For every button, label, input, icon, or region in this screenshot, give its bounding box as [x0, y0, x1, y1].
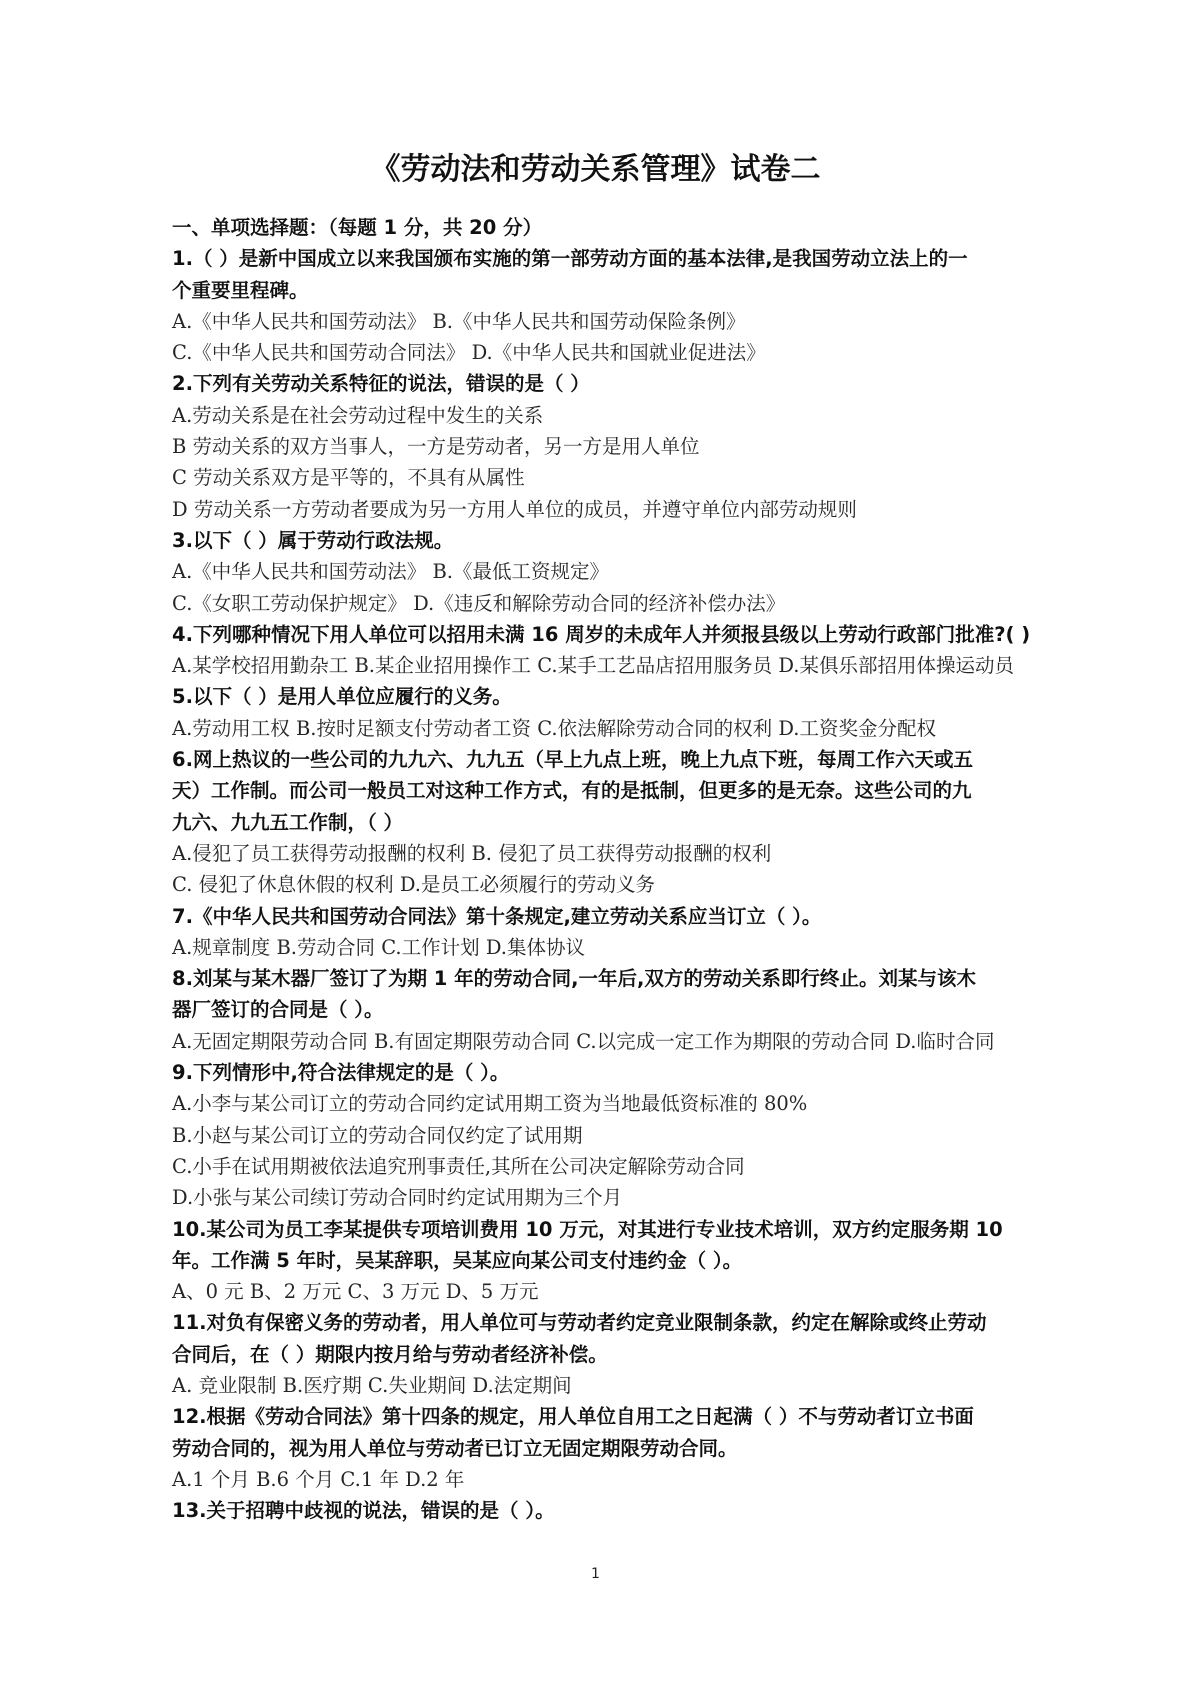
option-line: A.规章制度 B.劳动合同 C.工作计划 D.集体协议	[172, 935, 585, 959]
question-line: 劳动合同的，视为用人单位与劳动者已订立无固定期限劳动合同。	[172, 1436, 738, 1460]
section-heading: 一、单项选择题：（每题 1 分，共 20 分）	[172, 216, 543, 239]
question-line: 个重要里程碑。	[172, 278, 309, 302]
question-line: 2.下列有关劳动关系特征的说法，错误的是（ ）	[172, 372, 590, 396]
option-line: A.某学校招用勤杂工 B.某企业招用操作工 C.某手工艺品店招用服务员 D.某俱乐部招用体操运动员	[172, 654, 1014, 678]
option-line: A.1 个月 B.6 个月 C.1 年 D.2 年	[172, 1467, 465, 1491]
question-line: 九六、九九五工作制，（ ）	[172, 810, 404, 834]
question-line: 7.《中华人民共和国劳动合同法》第十条规定,建立劳动关系应当订立（ ）。	[172, 904, 822, 928]
option-line: C.《中华人民共和国劳动合同法》 D.《中华人民共和国就业促进法》	[172, 341, 766, 365]
option-line: B.小赵与某公司订立的劳动合同仅约定了试用期	[172, 1123, 583, 1147]
question-line: 器厂签订的合同是（ ）。	[172, 998, 384, 1022]
option-line: D 劳动关系一方劳动者要成为另一方用人单位的成员，并遵守单位内部劳动规则	[172, 497, 857, 521]
option-line: C 劳动关系双方是平等的，不具有从属性	[172, 466, 525, 490]
question-line: 天）工作制。而公司一般员工对这种工作方式，有的是抵制，但更多的是无奈。这些公司的九	[172, 779, 972, 803]
question-line: 9.下列情形中,符合法律规定的是（ ）。	[172, 1061, 510, 1085]
exam-content	[172, 212, 1052, 1526]
question-line: 5.以下（ ）是用人单位应履行的义务。	[172, 685, 512, 709]
question-line: 3.以下（ ）属于劳动行政法规。	[172, 528, 454, 552]
option-line: A.无固定期限劳动合同 B.有固定期限劳动合同 C.以完成一定工作为期限的劳动合同 D.临时合同	[172, 1029, 995, 1053]
option-line: A.劳动用工权 B.按时足额支付劳动者工资 C.依法解除劳动合同的权利 D.工资奖金分配权	[172, 716, 936, 740]
page-number: 1	[591, 1566, 600, 1582]
question-list	[172, 243, 1052, 1526]
question-line: 11.对负有保密义务的劳动者，用人单位可与劳动者约定竞业限制条款，约定在解除或终止劳动	[172, 1311, 987, 1335]
exam-title: 《劳动法和劳动关系管理》试卷二	[370, 152, 821, 187]
option-line: A. 竞业限制 B.医疗期 C.失业期间 D.法定期间	[172, 1373, 572, 1397]
question-line: 8.刘某与某木器厂签订了为期 1 年的劳动合同,一年后,双方的劳动关系即行终止。刘某与该木	[172, 967, 976, 991]
option-line: C. 侵犯了休息休假的权利 D.是员工必须履行的劳动义务	[172, 873, 655, 897]
option-line: A.侵犯了员工获得劳动报酬的权利 B. 侵犯了员工获得劳动报酬的权利	[172, 841, 772, 865]
question-line: 13.关于招聘中歧视的说法，错误的是（ ）。	[172, 1499, 555, 1523]
question-line: 12.根据《劳动合同法》第十四条的规定，用人单位自用工之日起满（ ）不与劳动者订立书面	[172, 1405, 974, 1429]
question-line: 6.网上热议的一些公司的九九六、九九五（早上九点上班，晚上九点下班，每周工作六天或五	[172, 748, 973, 772]
option-line: A.《中华人民共和国劳动法》 B.《中华人民共和国劳动保险条例》	[172, 309, 746, 333]
option-line: A、0 元 B、2 万元 C、3 万元 D、5 万元	[172, 1280, 539, 1304]
option-line: D.小张与某公司续订劳动合同时约定试用期为三个月	[172, 1186, 623, 1210]
question-line: 年。工作满 5 年时，吴某辞职，吴某应向某公司支付违约金（ ）。	[172, 1248, 743, 1272]
question-line: 合同后，在（ ）期限内按月给与劳动者经济补偿。	[172, 1342, 608, 1366]
option-line: C.小手在试用期被依法追究刑事责任,其所在公司决定解除劳动合同	[172, 1154, 745, 1178]
question-line: 10.某公司为员工李某提供专项培训费用 10 万元，对其进行专业技术培训，双方约定服务期 10	[172, 1217, 1003, 1241]
option-line: A.劳动关系是在社会劳动过程中发生的关系	[172, 403, 544, 427]
question-line: 1.（ ）是新中国成立以来我国颁布实施的第一部劳动方面的基本法律,是我国劳动立法上的一	[172, 247, 968, 271]
option-line: B 劳动关系的双方当事人，一方是劳动者，另一方是用人单位	[172, 435, 700, 459]
option-line: C.《女职工劳动保护规定》 D.《违反和解除劳动合同的经济补偿办法》	[172, 591, 786, 615]
question-line: 4.下列哪种情况下用人单位可以招用未满 16 周岁的未成年人并须报县级以上劳动行政部门批准?( )	[172, 622, 1031, 646]
option-line: A.小李与某公司订立的劳动合同约定试用期工资为当地最低资标准的 80%	[172, 1092, 808, 1116]
option-line: A.《中华人民共和国劳动法》 B.《最低工资规定》	[172, 560, 610, 584]
